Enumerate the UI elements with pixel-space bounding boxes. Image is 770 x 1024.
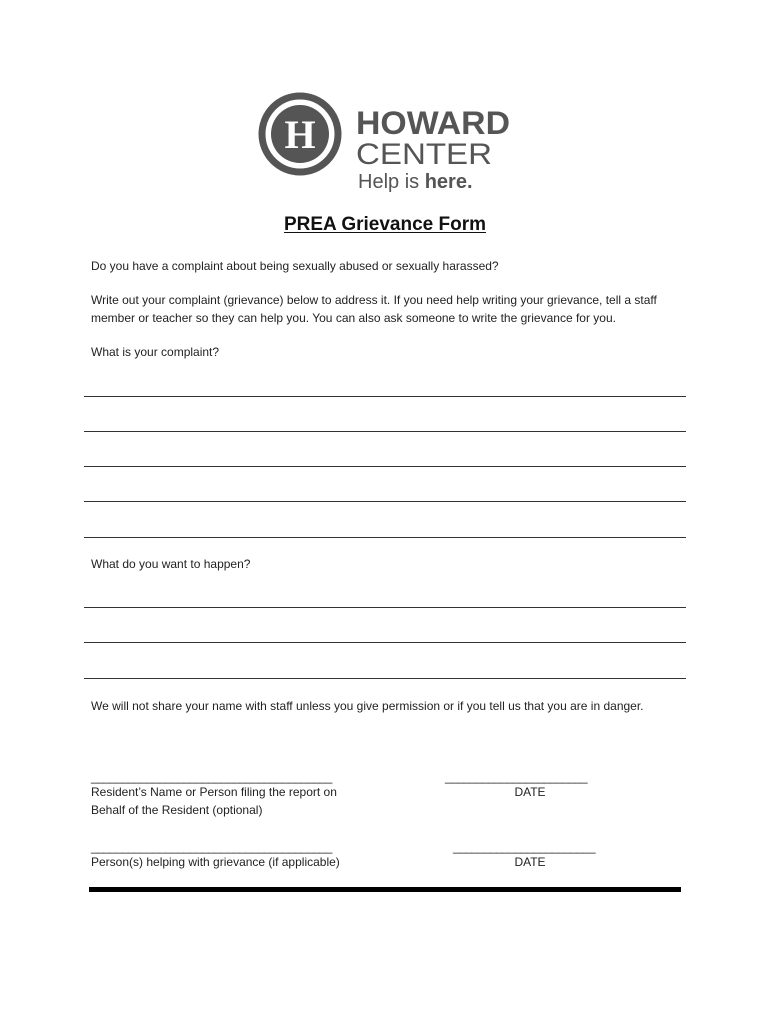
question-complaint-type: Do you have a complaint about being sexually abused or sexually harassed? <box>91 259 499 273</box>
resident-signature-line[interactable]: _______________________________________ <box>91 770 332 784</box>
logo-line1: HOWARD <box>356 105 510 141</box>
helper-date-label: DATE <box>514 855 546 869</box>
question-what-is-complaint: What is your complaint? <box>91 345 220 359</box>
logo-tagline-bold: here. <box>424 171 473 192</box>
logo-line2: CENTER <box>356 138 492 171</box>
logo-letter: H <box>284 112 316 157</box>
helper-signature-line[interactable]: _______________________________________ <box>91 840 332 854</box>
complaint-line-2[interactable] <box>84 431 686 432</box>
form-title: PREA Grievance Form <box>283 214 487 235</box>
complaint-line-3[interactable] <box>84 466 686 467</box>
resident-date-line[interactable]: _______________________ <box>445 770 587 784</box>
logo-tagline <box>358 171 473 192</box>
helper-date-line[interactable]: _______________________ <box>453 840 595 854</box>
outcome-line-1[interactable] <box>84 607 686 608</box>
bottom-divider <box>89 887 681 892</box>
howard-center-logo <box>258 92 520 192</box>
resident-date-label: DATE <box>514 785 546 799</box>
complaint-line-4[interactable] <box>84 501 686 502</box>
logo-tagline-plain: Help is <box>358 171 425 192</box>
resident-name-label: Resident’s Name or Person filing the report on Behalf of the Resident (optional) <box>91 785 337 817</box>
outcome-line-2[interactable] <box>84 642 686 643</box>
instructions-text: Write out your complaint (grievance) below to address it. If you need help writing your grievance, tell a staff member or teacher so they can help you. You can also ask someone to write the grievance for you. <box>91 293 657 325</box>
privacy-notice: We will not share your name with staff unless you give permission or if you tell us that you are in danger. <box>91 699 644 713</box>
question-desired-outcome: What do you want to happen? <box>91 557 251 571</box>
complaint-line-5[interactable] <box>84 537 686 538</box>
complaint-line-1[interactable] <box>84 396 686 397</box>
logo-graphic <box>258 92 520 192</box>
helper-name-label: Person(s) helping with grievance (if applicable) <box>91 855 340 869</box>
outcome-line-3[interactable] <box>84 678 686 679</box>
